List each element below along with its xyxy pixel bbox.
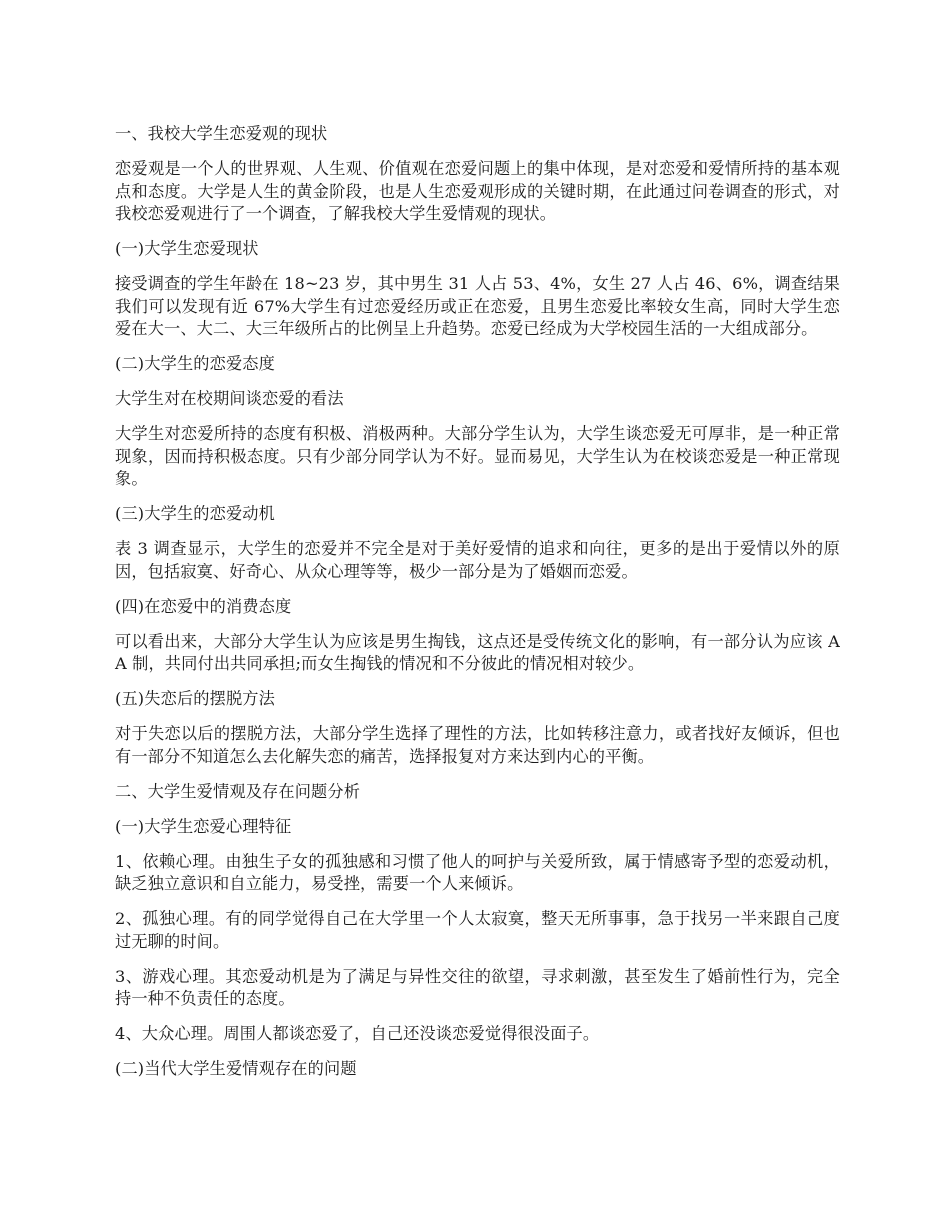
list-paragraph: 3、游戏心理。其恋爱动机是为了满足与异性交往的欲望，寻求刺激，甚至发生了婚前性行为，完全持一种不负责任的态度。 [115, 966, 840, 1008]
subsection-heading: (一)大学生恋爱现状 [115, 239, 259, 258]
subsection-heading: (五)失恋后的摆脱方法 [115, 689, 275, 708]
body-paragraph: 接受调查的学生年龄在 18~23 岁，其中男生 31 人占 53、4%，女生 27 人占 46、6%，调查结果我们可以发现有近 67%大学生有过恋爱经历或正在恋爱，且男生恋爱比率较女生高，同时大学生恋爱在大一、大二、大三年级所占的比例呈上升趋势。恋爱已经成为大学校园生活的一大组成部分。 [115, 274, 840, 338]
list-paragraph: 2、孤独心理。有的同学觉得自己在大学里一个人太寂寞，整天无所事事，急于找另一半来跟自己度过无聊的时间。 [115, 909, 840, 951]
body-paragraph: 恋爱观是一个人的世界观、人生观、价值观在恋爱问题上的集中体现，是对恋爱和爱情所持的基本观点和态度。大学是人生的黄金阶段，也是人生恋爱观形成的关键时期，在此通过问卷调查的形式，对我校恋爱观进行了一个调查，了解我校大学生爱情观的现状。 [115, 159, 840, 223]
subsection-heading: (四)在恋爱中的消费态度 [115, 596, 292, 616]
subsection-heading: 大学生对在校期间谈恋爱的看法 [115, 389, 344, 408]
subsection-heading: (一)大学生恋爱心理特征 [115, 816, 292, 836]
list-paragraph: 4、大众心理。周围人都谈恋爱了，自己还没谈恋爱觉得很没面子。 [115, 1024, 600, 1043]
body-paragraph: 大学生对恋爱所持的态度有积极、消极两种。大部分学生认为，大学生谈恋爱无可厚非，是一种正常现象，因而持积极态度。只有少部分同学认为不好。显而易见，大学生认为在校谈恋爱是一种正常现象。 [115, 424, 840, 488]
body-paragraph: 可以看出来，大部分大学生认为应该是男生掏钱，这点还是受传统文化的影响，有一部分认为应该 AA 制，共同付出共同承担;而女生掏钱的情况和不分彼此的情况相对较少。 [115, 631, 840, 673]
body-paragraph: 表 3 调查显示，大学生的恋爱并不完全是对于美好爱情的追求和向往，更多的是出于爱情以外的原因，包括寂寞、好奇心、从众心理等等，极少一部分是为了婚姻而恋爱。 [115, 539, 840, 581]
subsection-heading: (二)当代大学生爱情观存在的问题 [115, 1059, 357, 1078]
subsection-heading: (三)大学生的恋爱动机 [115, 504, 275, 523]
list-paragraph: 1、依赖心理。由独生子女的孤独感和习惯了他人的呵护与关爱所致，属于情感寄予型的恋爱动机，缺乏独立意识和自立能力，易受挫，需要一个人来倾诉。 [115, 851, 840, 893]
document-page [115, 123, 840, 1093]
section-heading: 二、大学生爱情观及存在问题分析 [115, 781, 361, 801]
subsection-heading: (二)大学生的恋爱态度 [115, 354, 275, 373]
section-heading: 一、我校大学生恋爱观的现状 [115, 124, 328, 143]
body-paragraph: 对于失恋以后的摆脱方法，大部分学生选择了理性的方法，比如转移注意力，或者找好友倾诉，但也有一部分不知道怎么去化解失恋的痛苦，选择报复对方来达到内心的平衡。 [115, 724, 840, 766]
